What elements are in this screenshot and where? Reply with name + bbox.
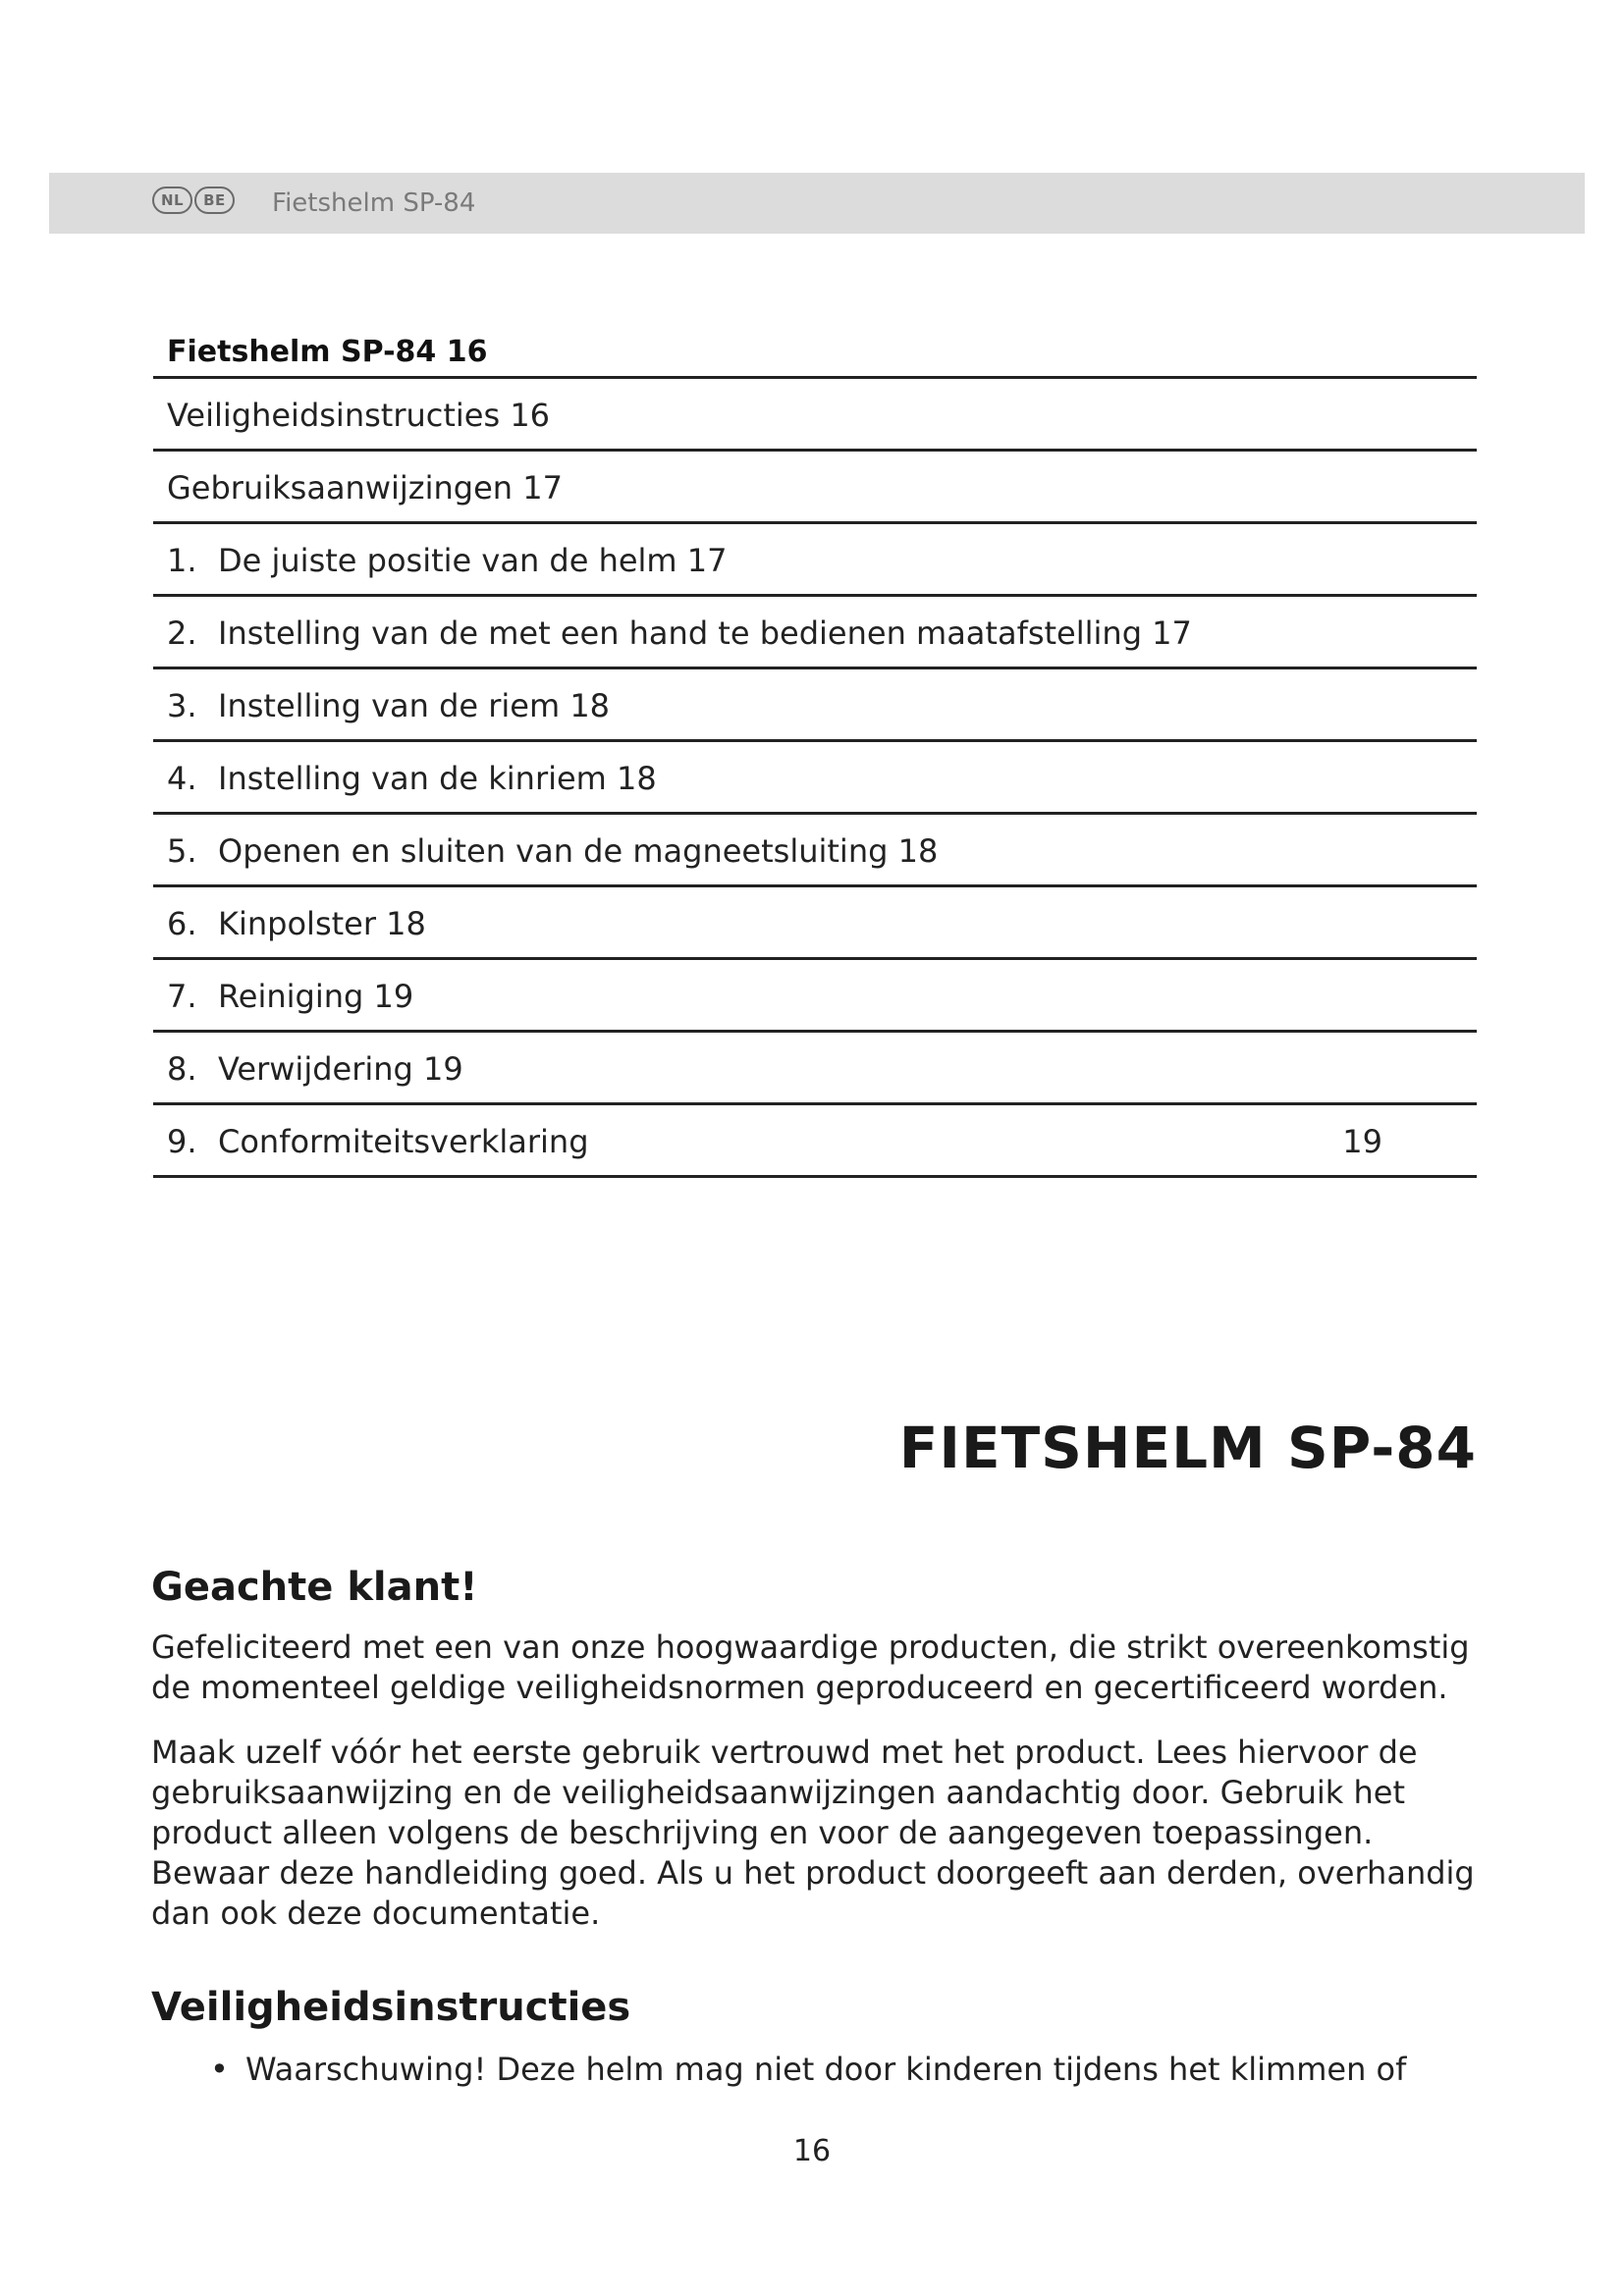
toc-row-number: 1. bbox=[167, 542, 197, 579]
toc-row[interactable] bbox=[153, 960, 1477, 1033]
page-number: 16 bbox=[792, 2134, 832, 2168]
language-badge-be: BE bbox=[194, 187, 235, 214]
toc-row-text: Gebruiksaanwijzingen 17 bbox=[167, 469, 563, 507]
toc-row[interactable] bbox=[153, 887, 1477, 960]
toc-row-text: Kinpolster 18 bbox=[218, 905, 426, 942]
safety-heading: Veiligheidsinstructies bbox=[151, 1985, 631, 2030]
toc-row-text: Openen en sluiten van de magneetsluiting 18 bbox=[218, 832, 939, 870]
toc-row-text: Instelling van de kinriem 18 bbox=[218, 760, 657, 797]
toc-row-page: 19 bbox=[1342, 1123, 1382, 1160]
page-header-bar bbox=[49, 173, 1585, 234]
intro-paragraph-2: Maak uzelf vóór het eerste gebruik vertrouwd met het product. Lees hiervoor de gebruiksaanwijzing en de veiligheidsaanwijzingen aandachtig door. Gebruik het product alleen volgens de beschrijving en voor de aangegeven toepassingen. Bewaar deze handleiding goed. Als u het product doorgeeft aan derden, overhandig dan ook deze documentatie. bbox=[151, 1734, 1475, 1932]
bullet-icon: • bbox=[210, 2051, 229, 2088]
toc-row-text: Reiniging 19 bbox=[218, 978, 414, 1015]
intro-heading: Geachte klant! bbox=[151, 1565, 478, 1610]
toc-row[interactable] bbox=[153, 524, 1477, 597]
toc-row-number: 7. bbox=[167, 978, 197, 1015]
toc-row-text: De juiste positie van de helm 17 bbox=[218, 542, 728, 579]
toc-row-number: 3. bbox=[167, 687, 197, 724]
intro-paragraph-1: Gefeliciteerd met een van onze hoogwaardige producten, die strikt overeenkomstig de momenteel geldige veiligheidsnormen geproduceerd en gecertificeerd worden. bbox=[151, 1629, 1470, 1706]
toc-row-text: Instelling van de riem 18 bbox=[218, 687, 611, 724]
toc-row-number: 4. bbox=[167, 760, 197, 797]
toc-row[interactable] bbox=[153, 379, 1477, 452]
main-title: FIETSHELM SP-84 bbox=[898, 1415, 1477, 1481]
toc-row-text: Veiligheidsinstructies 16 bbox=[167, 397, 551, 434]
safety-bullet-text: Waarschuwing! Deze helm mag niet door kinderen tijdens het klimmen of bbox=[245, 2051, 1407, 2088]
header-title: Fietshelm SP-84 bbox=[272, 188, 476, 218]
language-badge-nl: NL bbox=[152, 187, 192, 214]
table-of-contents bbox=[153, 326, 1477, 1178]
toc-row[interactable] bbox=[153, 452, 1477, 524]
toc-row-number: 8. bbox=[167, 1050, 197, 1088]
toc-row-number: 9. bbox=[167, 1123, 197, 1160]
toc-row-text: Instelling van de met een hand te bedienen maatafstelling 17 bbox=[218, 614, 1192, 652]
toc-row-text: Verwijdering 19 bbox=[218, 1050, 463, 1088]
language-badges bbox=[152, 187, 235, 214]
toc-row[interactable] bbox=[153, 815, 1477, 887]
toc-row[interactable] bbox=[153, 597, 1477, 669]
safety-bullet bbox=[210, 2050, 1406, 2090]
toc-row-number: 6. bbox=[167, 905, 197, 942]
toc-row[interactable] bbox=[153, 1105, 1477, 1178]
toc-row-text: Conformiteitsverklaring bbox=[218, 1123, 589, 1160]
toc-row[interactable] bbox=[153, 742, 1477, 815]
toc-row-number: 2. bbox=[167, 614, 197, 652]
toc-row-number: 5. bbox=[167, 832, 197, 870]
toc-title: Fietshelm SP-84 16 bbox=[153, 326, 1477, 379]
toc-row[interactable] bbox=[153, 1033, 1477, 1105]
toc-row[interactable] bbox=[153, 669, 1477, 742]
